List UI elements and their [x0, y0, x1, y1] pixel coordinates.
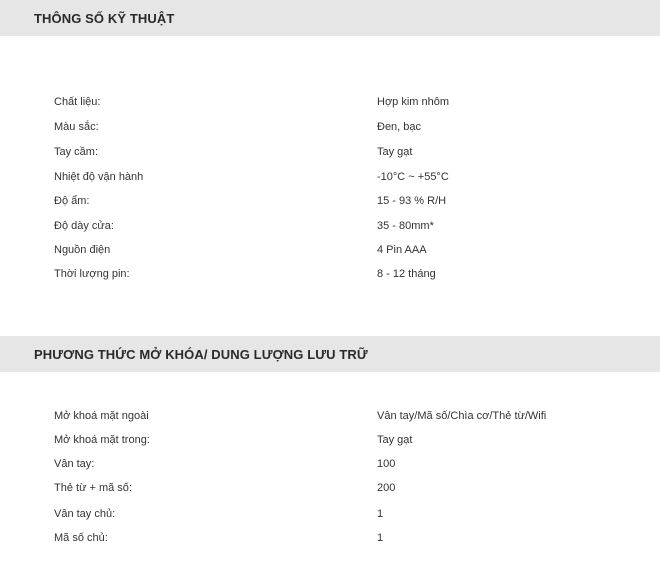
section-header-unlock-methods [0, 336, 660, 372]
spec-value: 1 [377, 532, 384, 544]
spec-value: 4 Pin AAA [377, 244, 427, 256]
spec-label: Độ ẩm: [54, 195, 90, 207]
spec-row-operating-temperature [0, 167, 660, 187]
spec-label: Thẻ từ + mã số: [54, 482, 132, 494]
spec-row-color [0, 117, 660, 137]
spec-value: Tay gạt [377, 434, 413, 446]
spec-label: Chất liệu: [54, 96, 101, 108]
spec-row-material [0, 92, 660, 112]
section-title-unlock-methods: PHƯƠNG THỨC MỞ KHÓA/ DUNG LƯỢNG LƯU TRỮ [34, 346, 368, 362]
spec-row-cards-and-codes [0, 478, 660, 498]
section-title-specifications: THÔNG SỐ KỸ THUẬT [34, 10, 175, 26]
spec-label: Nguồn điện [54, 244, 111, 256]
spec-row-master-code [0, 528, 660, 548]
spec-value: 15 - 93 % R/H [377, 195, 447, 207]
spec-value: -10°C ~ +55°C [377, 171, 449, 183]
spec-row-humidity [0, 191, 660, 211]
spec-row-inside-unlock [0, 430, 660, 450]
spec-value: 8 - 12 tháng [377, 268, 436, 280]
spec-label: Vân tay chủ: [54, 508, 116, 520]
spec-value: 1 [377, 508, 384, 520]
spec-row-handle [0, 142, 660, 162]
spec-row-battery-life [0, 264, 660, 284]
spec-value: 35 - 80mm* [377, 220, 434, 232]
spec-label: Tay cầm: [54, 146, 99, 158]
spec-value: 200 [377, 482, 396, 494]
spec-label: Độ dày cửa: [54, 220, 114, 232]
spec-value: Hợp kim nhôm [377, 96, 450, 108]
spec-row-master-fingerprint [0, 504, 660, 524]
spec-label: Thời lượng pin: [54, 268, 130, 280]
spec-label: Mở khoá mặt ngoài [54, 410, 149, 422]
spec-value: Tay gạt [377, 146, 413, 158]
spec-label: Vân tay: [54, 458, 95, 470]
spec-value: Đen, bạc [377, 121, 422, 133]
spec-value: 100 [377, 458, 396, 470]
spec-row-door-thickness [0, 216, 660, 236]
section-header-specifications [0, 0, 660, 36]
spec-row-power-source [0, 240, 660, 260]
spec-label: Mã số chủ: [54, 532, 108, 544]
spec-label: Mở khoá mặt trong: [54, 434, 150, 446]
spec-label: Màu sắc: [54, 121, 99, 133]
spec-row-outside-unlock [0, 406, 660, 426]
spec-value: Vân tay/Mã số/Chìa cơ/Thẻ từ/Wifi [377, 410, 547, 422]
spec-label: Nhiệt độ vận hành [54, 171, 144, 183]
spec-row-fingerprints [0, 454, 660, 474]
